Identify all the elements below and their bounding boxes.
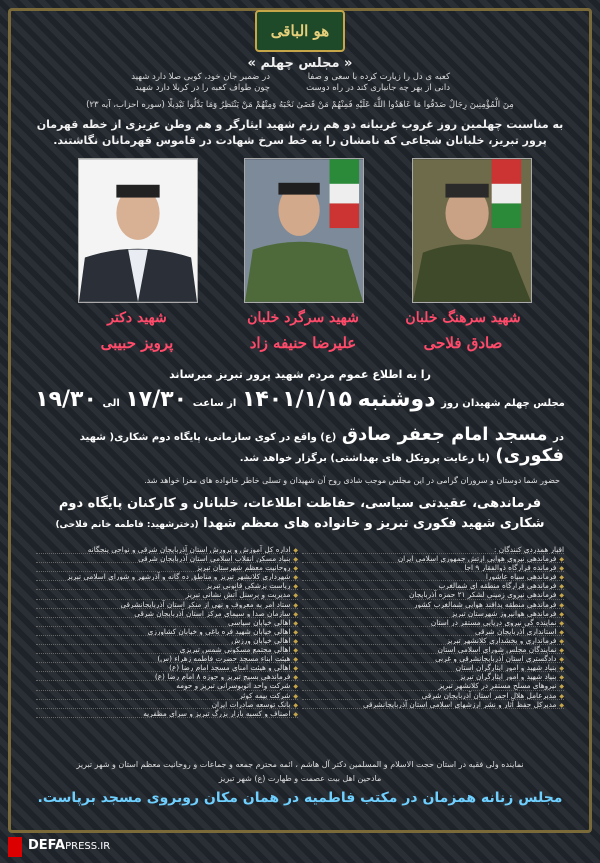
martyr-1-name: صادق فلاحی bbox=[423, 334, 503, 352]
list-item: ◆ اهالی و هیئت امنای مسجد امام رضا (ع) bbox=[36, 663, 298, 672]
list-item: ◆ ریاست پزشکی قانونی تبریز bbox=[36, 581, 298, 590]
list-item: ◆ فرمانداری و بخشداری کلانشهر تبریز bbox=[302, 636, 564, 645]
list-item: ◆ مدیریت و پرسنل آتش نشانی تبریز bbox=[36, 590, 298, 599]
venue-line2: فکوری) bbox=[495, 445, 564, 466]
poem-right-2: دانی از بهر چه جانباری کند در راه دوست bbox=[306, 83, 450, 93]
list-item: ◆ بنیاد مسکن انقلاب اسلامی استان آذربایجان شرقی bbox=[36, 554, 298, 563]
watermark bbox=[8, 837, 138, 857]
list-item: ◆ روحانیت معظم شهرستان تبریز bbox=[36, 563, 298, 572]
hosts-line2: شکاری شهید فکوری تبریز و خانواده های معظم شهدا bbox=[203, 516, 545, 531]
list-item: ◆ ستاد امر به معروف و نهی از منکر استان آذربایجانشرقی bbox=[36, 600, 298, 609]
list-item: ◆ مدیرکل حفظ آثار و نشر ارزشهای اسلامی استان آذربایجانشرقی bbox=[302, 700, 564, 709]
hosts-block bbox=[36, 494, 564, 535]
datetime-date: ۱۴۰۱/۱/۱۵ bbox=[241, 387, 353, 412]
martyr-2-name: علیرضا حنیفه زاد bbox=[249, 334, 357, 352]
condolence-list-left bbox=[36, 545, 298, 718]
event-venue bbox=[36, 424, 564, 466]
list-item: اقبار همدردی کنندگان : bbox=[302, 545, 564, 554]
martyr-2-title: شهید سرگرد خلبان bbox=[247, 310, 359, 326]
list-item: ◆ اهالی خیابان شهید فره باغی و خیابان کشاورزی bbox=[36, 627, 298, 636]
list-item: ◆ فرماندهی قرارگاه منطقه ای شمالغرب bbox=[302, 581, 564, 590]
datetime-prefix: مجلس چهلم شهیدان روز bbox=[441, 398, 565, 409]
list-item: ◆ سازمان صدا و سیمای مرکز استان آذربایجان شرقی bbox=[36, 609, 298, 618]
list-item: ◆ نمایندگان مجلس شورای اسلامی استان bbox=[302, 645, 564, 654]
poem-left-1: در ضمیر جان خود، کوبی صلا دارد شهید bbox=[131, 72, 270, 82]
venue-prefix: در bbox=[553, 432, 564, 443]
list-item: ◆ فرماندهی نیروی هوایی ارتش جمهوری اسلامی ایران bbox=[302, 554, 564, 563]
list-item: ◆ بانک توسعه صادرات ایران bbox=[36, 700, 298, 709]
footer-line2: مادحین اهل بیت عصمت و طهارت (ع) شهر تبریز bbox=[218, 774, 382, 783]
attendance-note: حضور شما دوستان و سروران گرامی در این مجلس موجب شادی روح آن شهیدان و تسلی خاطر خانواده های معزا خواهد شد. bbox=[144, 476, 560, 485]
list-item: ◆ مدیرعامل هلال احمر استان آذربایجان شرقی bbox=[302, 691, 564, 700]
event-datetime bbox=[30, 387, 570, 412]
list-item: ◆ فرماندهی سپاه عاشورا bbox=[302, 572, 564, 581]
poem-left-2: چون طواف کعبه را در کربلا دارد شهید bbox=[134, 83, 270, 93]
intro-text: به مناسبت چهلمین روز غروب غریبانه دو هم رزم شهید ایثارگر و هم وطن عزیزی از خطه قهرمان پرور تبریز، خلبانان شجاعی که نامشان را به خط سرخ شهادت در قاموس قهرمانان نگاشتند. bbox=[36, 118, 564, 147]
list-item: ◆ اهالی خیابان ورزش bbox=[36, 636, 298, 645]
list-item: ◆ هیئت ابناء مسجد حضرت فاطمه زهراء (س) bbox=[36, 654, 298, 663]
list-item: ◆ نماینده گی نیروی دریایی مستقر در استان bbox=[302, 618, 564, 627]
list-item: ◆ فرماندهی هوانیروز شهرستان تبریز bbox=[302, 609, 564, 618]
list-item: ◆ فرمانده قرارگاه ذوالفقار ۹ اجا bbox=[302, 563, 564, 572]
martyr-3-name: پرویز حبیبی bbox=[100, 334, 174, 352]
list-item: ◆ فرماندهی منطقه پدافند هوایی شمالغرب کشور bbox=[302, 600, 564, 609]
list-item: ◆ شرکت واحد اتوبوسرانی تبریز و حومه bbox=[36, 681, 298, 690]
watermark-text: DEFAPRESS.IR bbox=[28, 838, 111, 853]
list-item: ◆ نیروهای مسلح مستقر در کلانشهر تبریز bbox=[302, 681, 564, 690]
list-item: ◆ شرکت بیمه کوثر bbox=[36, 691, 298, 700]
datetime-to-label: الی bbox=[102, 398, 120, 409]
hosts-line1: فرماندهی، عقیدتی سیاسی، حفاظت اطلاعات، خلبانان و کارکنان پایگاه دوم bbox=[58, 496, 542, 511]
martyr-1-title: شهید سرهنگ خلبان bbox=[405, 310, 521, 326]
notice-text: را به اطلاع عموم مردم شهید پرور تبریز میرساند bbox=[169, 368, 431, 381]
condolence-lists bbox=[36, 545, 564, 755]
martyr-photo-3 bbox=[78, 158, 198, 303]
logo-calligraphy-icon: هو الباقی bbox=[255, 10, 345, 52]
venue-suffix: (ع) واقع در کوی سازمانی، پایگاه دوم شکاری( شهید bbox=[79, 432, 337, 443]
list-item: ◆ استانداری آذربایجان شرقی bbox=[302, 627, 564, 636]
poem-right-1: کعبه ی دل را زیارت کرده با سعی و صفا bbox=[307, 72, 450, 82]
list-item: ◆ دادگستری استان آذربایجانشرقی و غربی bbox=[302, 654, 564, 663]
list-item: ◆ فرماندهی بسیج تبریز و حوزه ۸ امام رضا (ع) bbox=[36, 672, 298, 681]
condolence-list-right bbox=[302, 545, 564, 709]
list-item: ◆ بنیاد شهید و امور ایثارگران استان bbox=[302, 663, 564, 672]
defa-logo-icon bbox=[8, 837, 22, 857]
martyr-photo-2 bbox=[244, 158, 364, 303]
list-item: ◆ فرماندهی نیروی زمینی لشکر ۲۱ حمزه آذربایجان bbox=[302, 590, 564, 599]
venue-line2-small: (با رعایت پروتکل های بهداشتی) برگزار خواهد شد. bbox=[239, 453, 490, 464]
martyr-3-title: شهید دکتر bbox=[107, 310, 167, 326]
list-item: ◆ شهرداری کلانشهر تبریز و مناطق ده گانه و آذرشهر و شورای اسلامی تبریز bbox=[36, 572, 298, 581]
hosts-line2-small: (دخترشهید: فاطمه خانم فلاحی) bbox=[55, 520, 199, 530]
footer-line1: نماینده ولی فقیه در استان حجت الاسلام و المسلمین دکتر آل هاشم ، ائمه محترم جمعه و جماعات و روحانیت معظم استان و شهر تبریز bbox=[76, 760, 524, 769]
list-item: ◆ بنیاد شهید و امور ایثارگران تبریز bbox=[302, 672, 564, 681]
datetime-from-label: از ساعت bbox=[192, 398, 237, 409]
martyr-photo-1 bbox=[412, 158, 532, 303]
quran-verse: مِنَ الْمُؤْمِنِينَ رِجَالٌ صَدَقُوا مَا عَاهَدُوا اللَّهَ عَلَيْهِ فَمِنْهُمْ مَنْ قَضَىٰ نَحْبَهُ وَمِنْهُمْ مَنْ يَنْتَظِرُ وَمَا بَدَّلُوا تَبْدِيلًا (سوره احزاب، آیه ۲۳) bbox=[86, 100, 514, 110]
venue-name: مسجد امام جعفر صادق bbox=[341, 424, 548, 445]
women-session-notice: مجلس زنانه همزمان در مکتب فاطمیه در همان مکان روبروی مسجد برپاست. bbox=[37, 790, 563, 806]
datetime-to: ۱۹/۳۰ bbox=[35, 387, 97, 412]
list-item: ◆ اصناف و کسبه بازار بزرگ تبریز و سرای مظفریه bbox=[36, 709, 298, 718]
datetime-from: ۱۷/۳۰ bbox=[125, 387, 188, 412]
list-item: ◆ اهالی مجتمع مسکونی شمس تبریزی bbox=[36, 645, 298, 654]
datetime-day: دوشنبه bbox=[357, 387, 436, 412]
page-title: « مجلس چهلم » bbox=[247, 56, 353, 71]
list-item: ◆ اداره کل آموزش و پرورش استان آذربایجان شرقی و نواحی پنجگانه bbox=[36, 545, 298, 554]
list-item: ◆ اهالی خیابان سیاسی bbox=[36, 618, 298, 627]
